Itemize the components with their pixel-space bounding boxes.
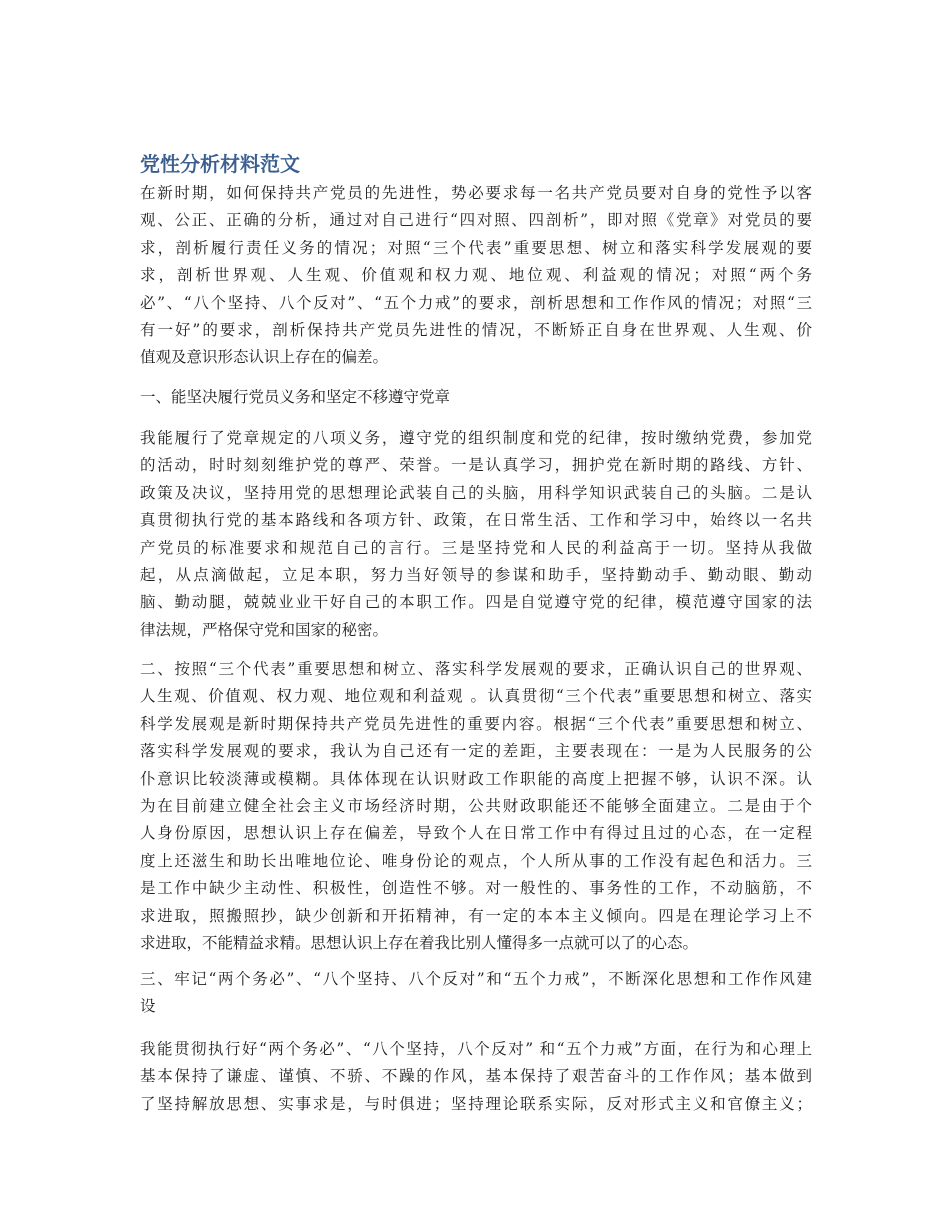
- text-line: 在新时期，如何保持共产党员的先进性，势必要求每一名共产党员要对自身的党性予以客: [140, 184, 812, 202]
- text-line: 起，从点滴做起，立足本职，努力当好领导的参谋和助手，坚持勤动手、勤动眼、勤动: [140, 566, 812, 585]
- text-line: 仆意识比较淡薄或模糊。具体体现在认识财政工作职能的高度上把握不够，认识不深。认: [140, 769, 812, 788]
- text-line: 我能贯彻执行好“两个务必”、“八个坚持，八个反对” 和“五个力戒”方面，在行为和心理上: [140, 1040, 812, 1058]
- text-line: 求，剖析履行责任义务的情况；对照“三个代表”重要思想、树立和落实科学发展观的要: [140, 238, 812, 257]
- text-line: 为在目前建立健全社会主义市场经济时期，公共财政职能还不能够全面建立。二是由于个: [140, 797, 812, 816]
- text-line: 律法规，严格保守党和国家的秘密。: [140, 620, 389, 639]
- document-title: 党性分析材料范文: [140, 152, 300, 176]
- text-line: 度上还滋生和助长出唯地位论、唯身份论的观点，个人所从事的工作没有起色和活力。三: [140, 851, 812, 870]
- paragraph-section-3: [140, 1036, 812, 1118]
- text-line: 人生观、价值观、权力观、地位观和利益观 。认真贯彻“三个代表”重要思想和树立、落实: [140, 687, 812, 706]
- text-line: 值观及意识形态认识上存在的偏差。: [140, 348, 389, 367]
- text-line: 是工作中缺少主动性、积极性，创造性不够。对一般性的、事务性的工作，不动脑筋，不: [140, 879, 812, 898]
- text-line: 人身份原因，思想认识上存在偏差，导致个人在日常工作中有得过且过的心态，在一定程: [140, 824, 812, 843]
- text-line: 有一好”的要求，剖析保持共产党员先进性的情况，不断矫正自身在世界观、人生观、价: [140, 321, 812, 340]
- text-line: 产党员的标准要求和规范自己的言行。三是坚持党和人民的利益高于一切。坚持从我做: [140, 538, 812, 557]
- text-line: 了坚持解放思想、实事求是，与时俱进；坚持理论联系实际，反对形式主义和官僚主义；: [140, 1094, 812, 1113]
- paragraph-section-1: [140, 425, 812, 644]
- text-line: 我能履行了党章规定的八项义务，遵守党的组织制度和党的纪律，按时缴纳党费，参加党: [140, 429, 812, 447]
- text-line: 科学发展观是新时期保持共产党员先进性的重要内容。根据“三个代表”重要思想和树立、: [140, 714, 812, 733]
- text-line: 脑、勤动腿，兢兢业业干好自己的本职工作。四是自觉遵守党的纪律，模范遵守国家的法: [140, 593, 812, 612]
- text-line: 基本保持了谦虚、谨慎、不骄、不躁的作风，基本保持了艰苦奋斗的工作作风；基本做到: [140, 1067, 812, 1086]
- text-line: 一、能坚决履行党员义务和坚定不移遵守党章: [140, 388, 451, 406]
- text-line: 三、牢记“两个务必”、“八个坚持、八个反对”和“五个力戒”，不断深化思想和工作作风建: [140, 970, 812, 988]
- text-line: 落实科学发展观的要求，我认为自己还有一定的差距，主要表现在：一是为人民服务的公: [140, 742, 812, 761]
- text-line: 必”、“八个坚持、八个反对”、“五个力戒”的要求，剖析思想和工作作风的情况；对照“三: [140, 293, 812, 312]
- text-line: 政策及决议，坚持用党的思想理论武装自己的头脑，用科学知识武装自己的头脑。二是认: [140, 483, 812, 502]
- text-line: 设: [140, 997, 156, 1016]
- section-heading-1: [140, 384, 812, 411]
- text-line: 求进取，不能精益求精。思想认识上存在着我比别人懂得多一点就可以了的心态。: [140, 934, 699, 953]
- text-line: 真贯彻执行党的基本路线和各项方针、政策，在日常生活、工作和学习中，始终以一名共: [140, 511, 812, 530]
- section-heading-3: [140, 966, 812, 1021]
- text-line: 的活动，时时刻刻维护党的尊严、荣誉。一是认真学习，拥护党在新时期的路线、方针、: [140, 456, 812, 475]
- paragraph-section-2: [140, 656, 812, 957]
- paragraph-intro: [140, 180, 812, 372]
- text-line: 求进取，照搬照抄，缺少创新和开拓精神，有一定的本本主义倾向。四是在理论学习上不: [140, 906, 812, 925]
- text-line: 求，剖析世界观、人生观、价值观和权力观、地位观、利益观的情况；对照“两个务: [140, 266, 812, 285]
- text-line: 二、按照“三个代表”重要思想和树立、落实科学发展观的要求，正确认识自己的世界观、: [140, 660, 812, 678]
- text-line: 观、公正、正确的分析，通过对自己进行“四对照、四剖析”，即对照《党章》对党员的要: [140, 211, 812, 230]
